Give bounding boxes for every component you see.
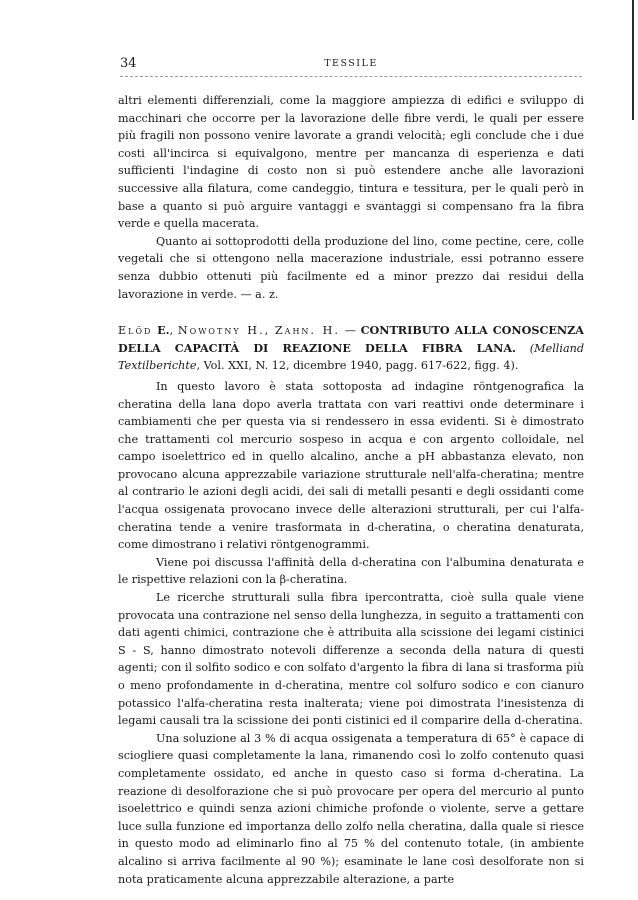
author-1-prefix: Elöd (118, 324, 153, 338)
article-citation: Elöd E., Nowotny H., Zahn. H. — CONTRIBUTO ALLA CONOSCENZA DELLA CAPACITÀ DI REAZIONE DELLA FIBRA LANA. (Melliand Textilberichte, Vol. XXI, N. 12, dicembre 1940, pagg. 617-622, figg. 4). (118, 323, 584, 373)
running-title: TESSILE (324, 58, 378, 69)
page-header (120, 56, 582, 78)
header-rule (120, 76, 582, 77)
article-paragraph-2: Viene poi discussa l'affinità della d-cheratina con l'albumina denaturata e le rispettive relazioni con la β-cheratina. (118, 555, 584, 587)
article-paragraph-1: In questo lavoro è stata sottoposta ad indagine röntgenografica la cheratina della lana dopo averla trattata con vari reattivi onde determinare i cambiamenti che per questa via si rendessero in essa evidenti. Si è dimostrato che trattamenti col mercurio sospeso in acqua e con argento colloidale, nel campo isoelettrico ed in quello alcalino, anche a pH abbastanza elevato, non provocano alcuna apprezzabile variazione strutturale nell'alfa-cheratina; mentre al contrario le azioni degli acidi, dei sali di metalli pesanti e degli ossidanti come l'acqua ossigenata provocano invece delle alterazioni strutturali, per cui l'alfa-cheratina tende a venire trasformata in d-cheratina, o cheratina denaturata, come dimostrano i relativi röntgenogrammi. (118, 379, 584, 552)
previous-abstract-paragraph-1: altri elementi differenziali, come la maggiore ampiezza di edifici e sviluppo di macchinari che occorre per la lavorazione delle fibre verdi, le quali per essere più fragili non possono venire lavorate a grandi velocità; egli conclude che i due costi all'incirca si equivalgono, mentre per mancanza di esperienza e dati sufficienti l'indagine di costo non si può estendere anche alle lavorazioni successive alla filatura, come candeggio, tintura e tessitura, per le quali però in base a quanto si può arguire vantaggi e svantaggi si compensano fra la fibra verde e quella macerata. (118, 94, 584, 231)
reference-details: Vol. XXI, N. 12, dicembre 1940, pagg. 617-622, figg. 4). (203, 359, 519, 373)
previous-abstract-paragraph-2: Quanto ai sottoprodotti della produzione del lino, come pectine, cere, colle vegetali che si ottengono nella macerazione industriale, essi potranno essere senza dubbio ottenuti più facilmente ed a minor prezzo dai residui della lavorazione in verde. — a. z. (118, 234, 584, 301)
page-body (118, 92, 584, 888)
author-3: Zahn. H. (274, 324, 340, 338)
article-paragraph-4: Una soluzione al 3 % di acqua ossigenata a temperatura di 65° è capace di sciogliere quasi completamente la lana, rimanendo così lo zolfo contenuto quasi completamente ossidato, ed anche in questo caso si forma d-cheratina. La reazione di desolforazione che si può provocare per opera del mercurio al punto isoelettrico e quindi senza azioni chimiche profonde o violente, serve a gettare luce sulla funzione ed importanza dello zolfo nella cheratina, dalla quale si riesce in questo modo ad eliminarlo fino al 75 % del contenuto totale, (in ambiente alcalino si arriva facilmente al 90 %); esaminate le lane così desolforate non si nota praticamente alcuna apprezzabile alterazione, a parte (118, 731, 584, 886)
article-title: CONTRIBUTO ALLA CONOSCENZA DELLA CAPACITÀ DI REAZIONE DELLA FIBRA LANA. (118, 323, 584, 355)
citation-dash: — (340, 324, 361, 338)
author-1-initial: E. (157, 323, 170, 338)
page-number: 34 (120, 56, 137, 71)
author-2: Nowotny H., (177, 324, 271, 338)
journal-name: (Melliand Textilberichte, (118, 341, 584, 373)
article-paragraph-3: Le ricerche strutturali sulla fibra ipercontratta, cioè sulla quale viene provocata una contrazione nel senso della lunghezza, in seguito a trattamenti con dati agenti chimici, contrazione che è attribuita alla scissione dei legami cistinici S - S, hanno dimostrato notevoli differenze a seconda della natura di questi agenti; con il solfito sodico e con solfato d'argento la fibra di lana si trasforma più o meno profondamente in d-cheratina, mentre col solfuro sodico e con cianuro potassico l'alfa-cheratina resta inalterata; viene poi dimostrata l'inesistenza di legami causali tra la scissione dei ponti cistinici ed il comparire della d-cheratina. (118, 591, 584, 728)
page-edge-mark (632, 0, 634, 120)
section-spacer (118, 303, 584, 322)
